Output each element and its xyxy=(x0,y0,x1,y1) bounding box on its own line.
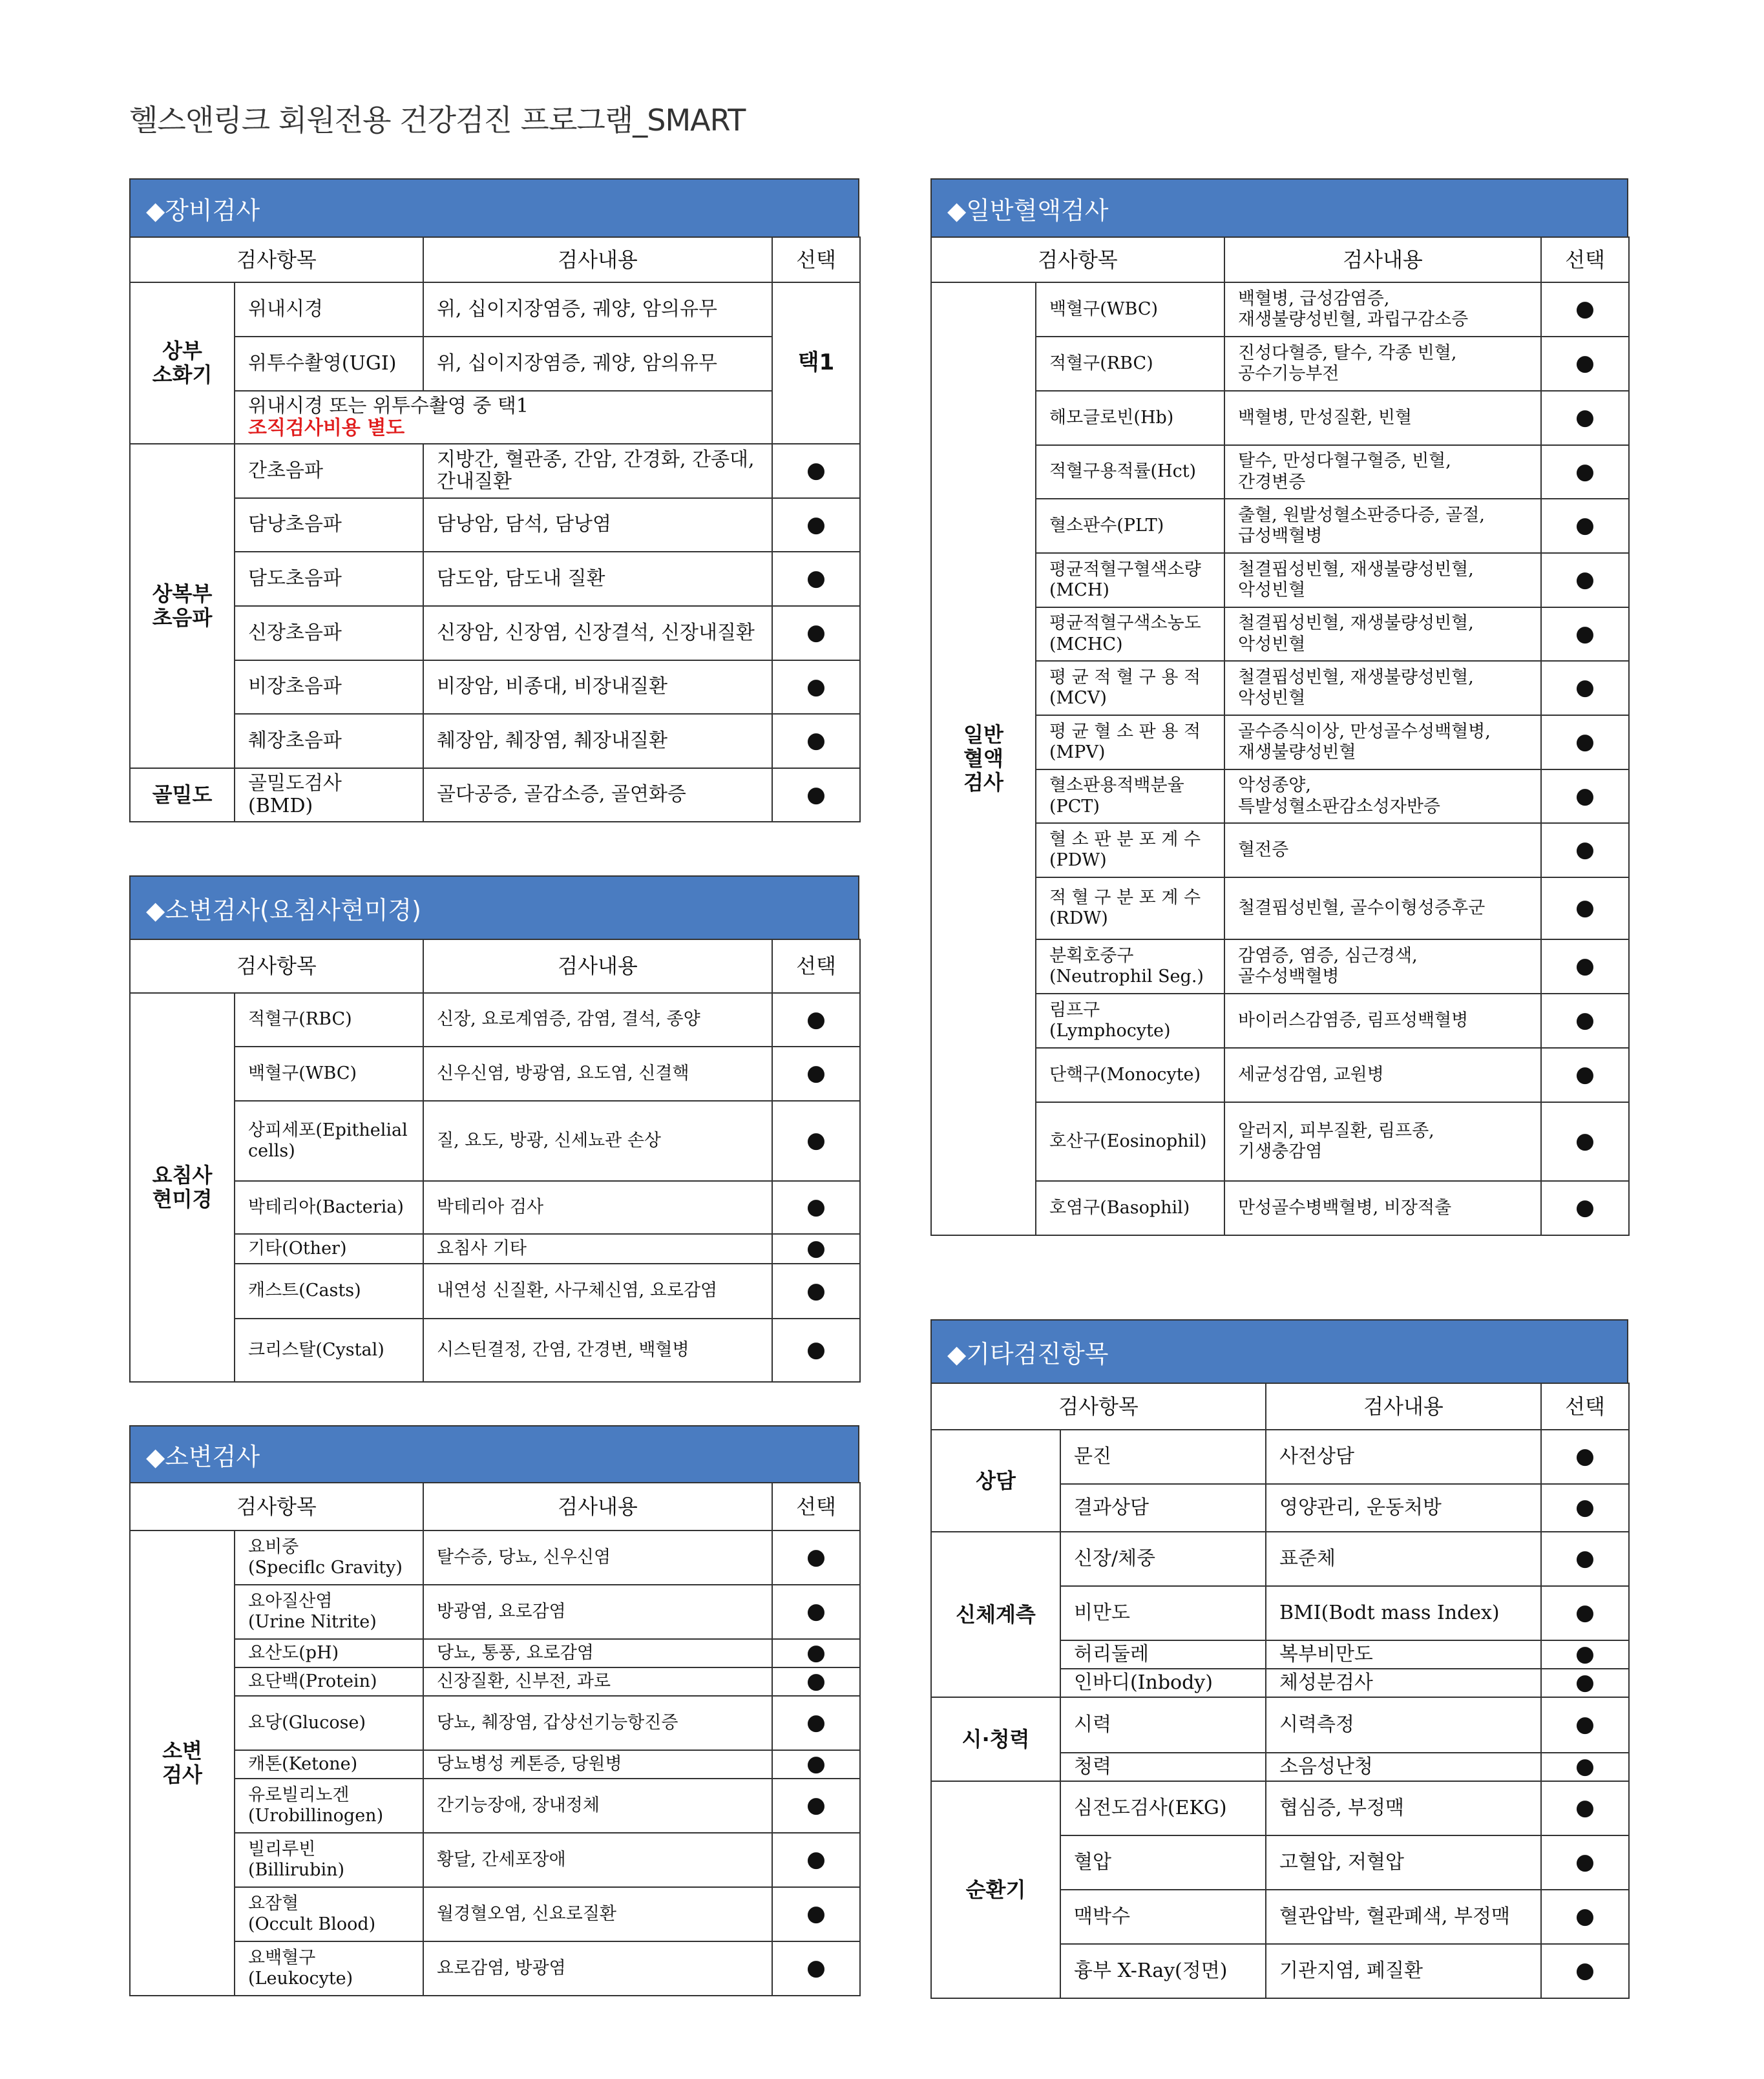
item-name: 적혈구용적률(Hct) xyxy=(1036,445,1224,499)
item-content: 백혈병, 만성질환, 빈혈 xyxy=(1224,391,1541,445)
item-name: 림프구 (Lymphocyte) xyxy=(1036,994,1224,1048)
item-content: 당뇨병성 케톤증, 당원병 xyxy=(423,1750,772,1779)
table-row xyxy=(931,994,1629,1048)
selected-dot: ● xyxy=(772,1181,860,1234)
item-content: 지방간, 혈관종, 간암, 간경화, 간종대, 간내질환 xyxy=(423,444,772,498)
item-content: 담도암, 담도내 질환 xyxy=(423,552,772,606)
item-name: 호산구(Eosinophil) xyxy=(1036,1102,1224,1181)
selected-dot: ● xyxy=(1541,1532,1629,1586)
item-name: 요당(Glucose) xyxy=(235,1696,423,1750)
table-row xyxy=(130,1779,860,1833)
item-name: 백혈구(WBC) xyxy=(235,1047,423,1101)
item-name: 위내시경 xyxy=(235,282,423,337)
selected-dot: ● xyxy=(1541,1102,1629,1181)
cost-note: 조직검사비용 별도 xyxy=(248,417,405,439)
table-row xyxy=(130,606,860,660)
column-header-content: 검사내용 xyxy=(423,939,772,993)
item-name: 분획호중구 (Neutrophil Seg.) xyxy=(1036,939,1224,994)
item-name: 평균적혈구색소농도 (MCHC) xyxy=(1036,607,1224,661)
column-header-select: 선택 xyxy=(772,939,860,993)
item-content: 혈관압박, 혈관폐색, 부정맥 xyxy=(1266,1890,1541,1944)
item-content: 골다공증, 골감소증, 골연화증 xyxy=(423,768,772,822)
table-row xyxy=(130,1941,860,1996)
table-row xyxy=(130,391,860,444)
item-content: 비장암, 비종대, 비장내질환 xyxy=(423,660,772,714)
table-row xyxy=(130,552,860,606)
selected-dot: ● xyxy=(1541,445,1629,499)
item-name: 빌리루빈 (Billirubin) xyxy=(235,1833,423,1887)
item-content: 철결핍성빈혈, 골수이형성증후군 xyxy=(1224,877,1541,939)
item-name: 청력 xyxy=(1060,1753,1266,1781)
item-name: 담도초음파 xyxy=(235,552,423,606)
table-row xyxy=(931,1048,1629,1102)
table-row xyxy=(130,660,860,714)
section-header: ◆일반혈액검사 xyxy=(930,178,1628,236)
item-name: 요단백(Protein) xyxy=(235,1667,423,1696)
item-content: BMI(Bodt mass Index) xyxy=(1266,1586,1541,1640)
selected-dot: ● xyxy=(772,498,860,552)
selected-dot: ● xyxy=(1541,337,1629,391)
item-name: 간초음파 xyxy=(235,444,423,498)
item-content: 위, 십이지장염증, 궤양, 암의유무 xyxy=(423,282,772,337)
item-content: 당뇨, 췌장염, 갑상선기능항진증 xyxy=(423,1696,772,1750)
column-header-item: 검사항목 xyxy=(931,1383,1266,1430)
item-name: 요산도(pH) xyxy=(235,1639,423,1667)
category-label: 상복부 초음파 xyxy=(130,444,235,768)
column-header-item: 검사항목 xyxy=(130,237,423,282)
table-row xyxy=(130,1833,860,1887)
item-content: 황달, 간세포장애 xyxy=(423,1833,772,1887)
item-name: 요잠혈 (Occult Blood) xyxy=(235,1887,423,1941)
item-name: 크리스탈(Cystal) xyxy=(235,1319,423,1382)
item-content: 위, 십이지장염증, 궤양, 암의유무 xyxy=(423,337,772,391)
item-content: 질, 요도, 방광, 신세뇨관 손상 xyxy=(423,1101,772,1181)
table-row xyxy=(931,1781,1629,1835)
item-content: 신우신염, 방광염, 요도염, 신결핵 xyxy=(423,1047,772,1101)
selected-dot: ● xyxy=(1541,1753,1629,1781)
column-header-content: 검사내용 xyxy=(1224,237,1541,282)
selected-dot: ● xyxy=(1541,1484,1629,1532)
item-name: 평균적혈구혈색소량 (MCH) xyxy=(1036,553,1224,607)
section-header: ◆장비검사 xyxy=(129,178,859,236)
item-name: 위투수촬영(UGI) xyxy=(235,337,423,391)
item-content: 협심증, 부정맥 xyxy=(1266,1781,1541,1835)
table-row xyxy=(931,1697,1629,1753)
selected-dot: ● xyxy=(772,993,860,1047)
category-label: 골밀도 xyxy=(130,768,235,822)
item-content: 철결핍성빈혈, 재생불량성빈혈, 악성빈혈 xyxy=(1224,553,1541,607)
selected-dot: ● xyxy=(772,660,860,714)
item-content: 감염증, 염증, 심근경색, 골수성백혈병 xyxy=(1224,939,1541,994)
item-name: 시력 xyxy=(1060,1697,1266,1753)
item-name: 적혈구(RBC) xyxy=(1036,337,1224,391)
column-header-select: 선택 xyxy=(1541,237,1629,282)
item-content: 탈수, 만성다혈구혈증, 빈혈, 간경변증 xyxy=(1224,445,1541,499)
category-label: 일반 혈액 검사 xyxy=(931,282,1036,1235)
column-header-item: 검사항목 xyxy=(931,237,1224,282)
item-name: 단핵구(Monocyte) xyxy=(1036,1048,1224,1102)
section-header: ◆소변검사 xyxy=(129,1425,859,1482)
column-header-select: 선택 xyxy=(772,237,860,282)
item-name: 평 균 혈 소 판 용 적 (MPV) xyxy=(1036,715,1224,769)
column-header-content: 검사내용 xyxy=(423,1483,772,1531)
selected-dot: ● xyxy=(772,1696,860,1750)
section-header: ◆기타검진항목 xyxy=(930,1319,1628,1383)
selected-dot: ● xyxy=(1541,1669,1629,1697)
item-content: 영양관리, 운동처방 xyxy=(1266,1484,1541,1532)
section-header: ◆소변검사(요침사현미경) xyxy=(129,875,859,939)
column-header-item: 검사항목 xyxy=(130,1483,423,1531)
item-content: 바이러스감염증, 림프성백혈병 xyxy=(1224,994,1541,1048)
selected-dot: ● xyxy=(772,606,860,660)
column-header-select: 선택 xyxy=(1541,1383,1629,1430)
column-header-item: 검사항목 xyxy=(130,939,423,993)
item-content: 박테리아 검사 xyxy=(423,1181,772,1234)
table-row xyxy=(931,391,1629,445)
item-content: 출혈, 원발성혈소판증다증, 골절, 급성백혈병 xyxy=(1224,499,1541,553)
selected-dot: ● xyxy=(1541,823,1629,877)
table-row xyxy=(130,993,860,1047)
item-content: 시력측정 xyxy=(1266,1697,1541,1753)
item-content: 췌장암, 췌장염, 췌장내질환 xyxy=(423,714,772,768)
selected-dot: ● xyxy=(1541,1697,1629,1753)
urinalysis-section xyxy=(129,1425,859,1996)
table-row xyxy=(130,1264,860,1319)
item-content: 신장질환, 신부전, 과로 xyxy=(423,1667,772,1696)
item-content: 소음성난청 xyxy=(1266,1753,1541,1781)
item-content: 사전상담 xyxy=(1266,1430,1541,1484)
item-content: 혈전증 xyxy=(1224,823,1541,877)
blood-exam-section-table xyxy=(930,236,1630,1236)
item-name: 골밀도검사 (BMD) xyxy=(235,768,423,822)
selected-dot: ● xyxy=(772,1531,860,1585)
item-name: 유로빌리노겐 (Urobillinogen) xyxy=(235,1779,423,1833)
table-row xyxy=(931,282,1629,337)
table-row xyxy=(931,939,1629,994)
selected-dot: ● xyxy=(1541,1048,1629,1102)
item-name: 박테리아(Bacteria) xyxy=(235,1181,423,1234)
selected-dot: ● xyxy=(1541,1781,1629,1835)
item-content: 당뇨, 통풍, 요로감염 xyxy=(423,1639,772,1667)
selected-dot: ● xyxy=(1541,1640,1629,1669)
selected-dot: ● xyxy=(772,1941,860,1996)
selected-dot: ● xyxy=(772,1101,860,1181)
selected-dot: ● xyxy=(1541,661,1629,715)
item-name: 호염구(Basophil) xyxy=(1036,1181,1224,1235)
selected-dot: ● xyxy=(1541,391,1629,445)
selected-dot: ● xyxy=(1541,607,1629,661)
table-row xyxy=(130,337,860,391)
blood-exam-section xyxy=(930,178,1628,1236)
table-row xyxy=(931,1102,1629,1181)
item-name: 요아질산염 (Urine Nitrite) xyxy=(235,1585,423,1639)
item-name: 비만도 xyxy=(1060,1586,1266,1640)
urine-microscopy-section-table xyxy=(129,939,861,1383)
item-name: 캐톤(Ketone) xyxy=(235,1750,423,1779)
item-name: 캐스트(Casts) xyxy=(235,1264,423,1319)
item-content: 월경혈오염, 신요로질환 xyxy=(423,1887,772,1941)
item-content: 진성다혈증, 탈수, 각종 빈혈, 공수기능부전 xyxy=(1224,337,1541,391)
table-row xyxy=(130,714,860,768)
table-row xyxy=(130,768,860,822)
selected-dot: ● xyxy=(772,1047,860,1101)
page-title: 헬스앤링크 회원전용 건강검진 프로그램_SMART xyxy=(129,103,746,138)
category-label: 상부 소화기 xyxy=(130,282,235,444)
table-row xyxy=(130,1585,860,1639)
item-name: 기타(Other) xyxy=(235,1234,423,1264)
table-row xyxy=(931,445,1629,499)
item-content: 요침사 기타 xyxy=(423,1234,772,1264)
item-content: 내연성 신질환, 사구체신염, 요로감염 xyxy=(423,1264,772,1319)
table-row xyxy=(931,715,1629,769)
table-row xyxy=(130,498,860,552)
item-content: 간기능장애, 장내정체 xyxy=(423,1779,772,1833)
table-row xyxy=(130,1101,860,1181)
item-content: 신장, 요로계염증, 감염, 결석, 종양 xyxy=(423,993,772,1047)
selected-dot: ● xyxy=(1541,877,1629,939)
item-name: 요백혈구 (Leukocyte) xyxy=(235,1941,423,1996)
selected-dot: ● xyxy=(1541,994,1629,1048)
selected-dot: ● xyxy=(1541,1835,1629,1890)
item-name: 요비중 (Speciflc Gravity) xyxy=(235,1531,423,1585)
item-content: 체성분검사 xyxy=(1266,1669,1541,1697)
table-row xyxy=(931,661,1629,715)
table-row xyxy=(130,282,860,337)
item-content: 탈수증, 당뇨, 신우신염 xyxy=(423,1531,772,1585)
equipment-exam-section-table xyxy=(129,236,861,822)
selected-dot: ● xyxy=(772,714,860,768)
item-name: 위내시경 또는 위투수촬영 중 택1 xyxy=(248,394,529,417)
item-content: 방광염, 요로감염 xyxy=(423,1585,772,1639)
item-name: 상피세포(Epithelial cells) xyxy=(235,1101,423,1181)
item-note-cell xyxy=(235,391,772,444)
table-row xyxy=(931,337,1629,391)
item-content: 신장암, 신장염, 신장결석, 신장내질환 xyxy=(423,606,772,660)
item-name: 췌장초음파 xyxy=(235,714,423,768)
table-row xyxy=(931,823,1629,877)
other-exam-section-table xyxy=(930,1383,1630,1999)
selected-dot: ● xyxy=(772,1833,860,1887)
selected-dot: ● xyxy=(772,1750,860,1779)
item-content: 담낭암, 담석, 담낭염 xyxy=(423,498,772,552)
item-name: 신장/체중 xyxy=(1060,1532,1266,1586)
item-name: 적혈구(RBC) xyxy=(235,993,423,1047)
item-name: 평 균 적 혈 구 용 적 (MCV) xyxy=(1036,661,1224,715)
selected-dot: ● xyxy=(772,444,860,498)
item-content: 철결핍성빈혈, 재생불량성빈혈, 악성빈혈 xyxy=(1224,661,1541,715)
category-label: 순환기 xyxy=(931,1781,1060,1998)
item-content: 시스틴결정, 간염, 간경변, 백혈병 xyxy=(423,1319,772,1382)
selected-dot: ● xyxy=(772,1234,860,1264)
item-name: 흉부 X-Ray(정면) xyxy=(1060,1944,1266,1998)
urinalysis-section-table xyxy=(129,1482,861,1996)
table-row xyxy=(130,1696,860,1750)
item-content: 세균성감염, 교원병 xyxy=(1224,1048,1541,1102)
table-row xyxy=(931,607,1629,661)
item-content: 알러지, 피부질환, 림프종, 기생충감염 xyxy=(1224,1102,1541,1181)
urine-microscopy-section xyxy=(129,875,859,1383)
selected-dot: ● xyxy=(1541,1890,1629,1944)
item-name: 백혈구(WBC) xyxy=(1036,282,1224,337)
item-name: 맥박수 xyxy=(1060,1890,1266,1944)
selected-dot: ● xyxy=(1541,1586,1629,1640)
item-name: 혈소판수(PLT) xyxy=(1036,499,1224,553)
item-name: 문진 xyxy=(1060,1430,1266,1484)
item-name: 혈 소 판 분 포 계 수 (PDW) xyxy=(1036,823,1224,877)
table-row xyxy=(130,1667,860,1696)
column-header-content: 검사내용 xyxy=(1266,1383,1541,1430)
table-row xyxy=(130,1639,860,1667)
equipment-exam-section xyxy=(129,178,859,822)
table-row xyxy=(130,1319,860,1382)
selected-dot: ● xyxy=(772,1779,860,1833)
table-row xyxy=(931,499,1629,553)
selected-dot: ● xyxy=(1541,282,1629,337)
selected-dot: ● xyxy=(772,552,860,606)
table-row xyxy=(931,769,1629,823)
other-exam-section xyxy=(930,1319,1628,1999)
category-label: 신체계측 xyxy=(931,1532,1060,1697)
item-name: 인바디(Inbody) xyxy=(1060,1669,1266,1697)
item-content: 만성골수병백혈병, 비장적출 xyxy=(1224,1181,1541,1235)
item-content: 요로감염, 방광염 xyxy=(423,1941,772,1996)
selected-dot: ● xyxy=(772,1264,860,1319)
table-row xyxy=(130,1181,860,1234)
table-row xyxy=(130,1234,860,1264)
item-name: 신장초음파 xyxy=(235,606,423,660)
category-label: 상담 xyxy=(931,1430,1060,1532)
table-row xyxy=(130,1047,860,1101)
table-row xyxy=(931,1430,1629,1484)
item-content: 악성종양, 특발성혈소판감소성자반증 xyxy=(1224,769,1541,823)
selected-dot: ● xyxy=(772,1667,860,1696)
column-header-select: 선택 xyxy=(772,1483,860,1531)
item-name: 심전도검사(EKG) xyxy=(1060,1781,1266,1835)
selected-dot: ● xyxy=(1541,1430,1629,1484)
item-content: 기관지염, 폐질환 xyxy=(1266,1944,1541,1998)
item-content: 백혈병, 급성감염증, 재생불량성빈혈, 과립구감소증 xyxy=(1224,282,1541,337)
item-content: 고혈압, 저혈압 xyxy=(1266,1835,1541,1890)
item-name: 담낭초음파 xyxy=(235,498,423,552)
selected-dot: ● xyxy=(1541,1181,1629,1235)
category-label: 소변 검사 xyxy=(130,1531,235,1996)
selected-dot: ● xyxy=(772,1319,860,1382)
item-name: 적 혈 구 분 포 계 수 (RDW) xyxy=(1036,877,1224,939)
selected-dot: ● xyxy=(1541,499,1629,553)
selected-dot: ● xyxy=(1541,1944,1629,1998)
selected-dot: ● xyxy=(1541,553,1629,607)
selected-dot: ● xyxy=(772,1585,860,1639)
category-label: 시·청력 xyxy=(931,1697,1060,1781)
selected-dot: ● xyxy=(1541,939,1629,994)
category-label: 요침사 현미경 xyxy=(130,993,235,1382)
item-name: 허리둘레 xyxy=(1060,1640,1266,1669)
item-name: 혈압 xyxy=(1060,1835,1266,1890)
selected-dot: ● xyxy=(772,1887,860,1941)
table-row xyxy=(130,1531,860,1585)
item-name: 비장초음파 xyxy=(235,660,423,714)
item-content: 표준체 xyxy=(1266,1532,1541,1586)
selected-dot: ● xyxy=(772,768,860,822)
table-row xyxy=(130,1750,860,1779)
item-content: 골수증식이상, 만성골수성백혈병, 재생불량성빈혈 xyxy=(1224,715,1541,769)
column-header-content: 검사내용 xyxy=(423,237,772,282)
table-row xyxy=(931,553,1629,607)
table-row xyxy=(130,1887,860,1941)
selected-dot: ● xyxy=(772,1639,860,1667)
item-content: 철결핍성빈혈, 재생불량성빈혈, 악성빈혈 xyxy=(1224,607,1541,661)
table-row xyxy=(931,1181,1629,1235)
table-row xyxy=(931,1532,1629,1586)
table-row xyxy=(130,444,860,498)
item-name: 혈소판용적백분율 (PCT) xyxy=(1036,769,1224,823)
selected-dot: ● xyxy=(1541,715,1629,769)
selected-dot: ● xyxy=(1541,769,1629,823)
item-content: 복부비만도 xyxy=(1266,1640,1541,1669)
table-row xyxy=(931,877,1629,939)
select-one-label: 택1 xyxy=(772,282,860,444)
item-name: 해모글로빈(Hb) xyxy=(1036,391,1224,445)
item-name: 결과상담 xyxy=(1060,1484,1266,1532)
